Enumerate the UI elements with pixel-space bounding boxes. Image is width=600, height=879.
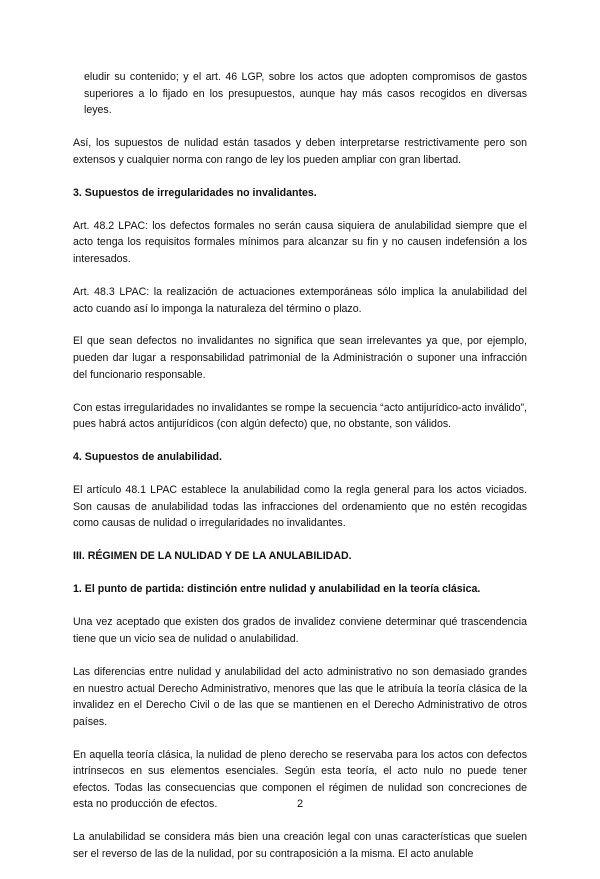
paragraph: eludir su contenido; y el art. 46 LGP, sobre los actos que adopten compromisos de gastos superiores a lo fijado en los presupuestos, aunque hay más casos recogidos en diversas leyes. [84,71,527,117]
paragraph: El que sean defectos no invalidantes no significa que sean irrelevantes ya que, por ejemplo, pueden dar lugar a responsabilidad patrimonial de la Administración o suponer una infracción del funcionario responsable. [73,335,527,381]
page-content [73,69,527,879]
paragraph: La anulabilidad se considera más bien una creación legal con unas características que suelen ser el reverso de las de la nulidad, por su contraposición a la misma. El acto anulable [73,831,527,861]
page-number: 2 [296,798,304,810]
paragraph: Las diferencias entre nulidad y anulabilidad del acto administrativo no son demasiado grandes en nuestro actual Derecho Administrativo, menores que las que le atribuía la teoría clásica de la invalidez en el Derecho Civil o de las que se mantienen en el Derecho Administrativo de otros países. [73,665,527,728]
paragraph: Art. 48.2 LPAC: los defectos formales no serán causa siquiera de anulabilidad siempre que el acto tenga los requisitos formales mínimos para alcanzar su fin y no causen indefensión a los interesados. [73,219,527,265]
paragraph: El artículo 48.1 LPAC establece la anulabilidad como la regla general para los actos viciados. Son causas de anulabilidad todas las infracciones del ordenamiento que no estén recogidas como causas de nulidad o irregularidades no invalidantes. [73,484,527,530]
section-heading: 1. El punto de partida: distinción entre nulidad y anulabilidad en la teoría clásica. [73,583,481,596]
section-heading: 4. Supuestos de anulabilidad. [73,451,222,464]
paragraph: Una vez aceptado que existen dos grados de invalidez conviene determinar qué trascendencia tiene que un vicio sea de nulidad o anulabilidad. [73,616,527,645]
paragraph: Art. 48.3 LPAC: la realización de actuaciones extemporáneas sólo implica la anulabilidad del acto cuando así lo imponga la naturaleza del término o plazo. [73,285,527,315]
section-heading: 3. Supuestos de irregularidades no invalidantes. [73,186,317,199]
chapter-heading: III. RÉGIMEN DE LA NULIDAD Y DE LA ANULABILIDAD. [73,550,352,563]
paragraph: Con estas irregularidades no invalidantes se rompe la secuencia “acto antijurídico-acto inválido”, pues habrá actos antijurídicos (con algún defecto) que, no obstante, son válidos. [73,401,527,431]
paragraph: Así, los supuestos de nulidad están tasados y deben interpretarse restrictivamente pero son extensos y cualquier norma con rango de ley los pueden ampliar con gran libertad. [73,137,527,166]
paragraph: En aquella teoría clásica, la nulidad de pleno derecho se reservaba para los actos con defectos intrínsecos en sus elementos esenciales. Según esta teoría, el acto nulo no puede tener efectos. Todas las consecuencias que componen el régimen de nulidad son concreciones de esta no producción de efectos. [73,748,527,811]
